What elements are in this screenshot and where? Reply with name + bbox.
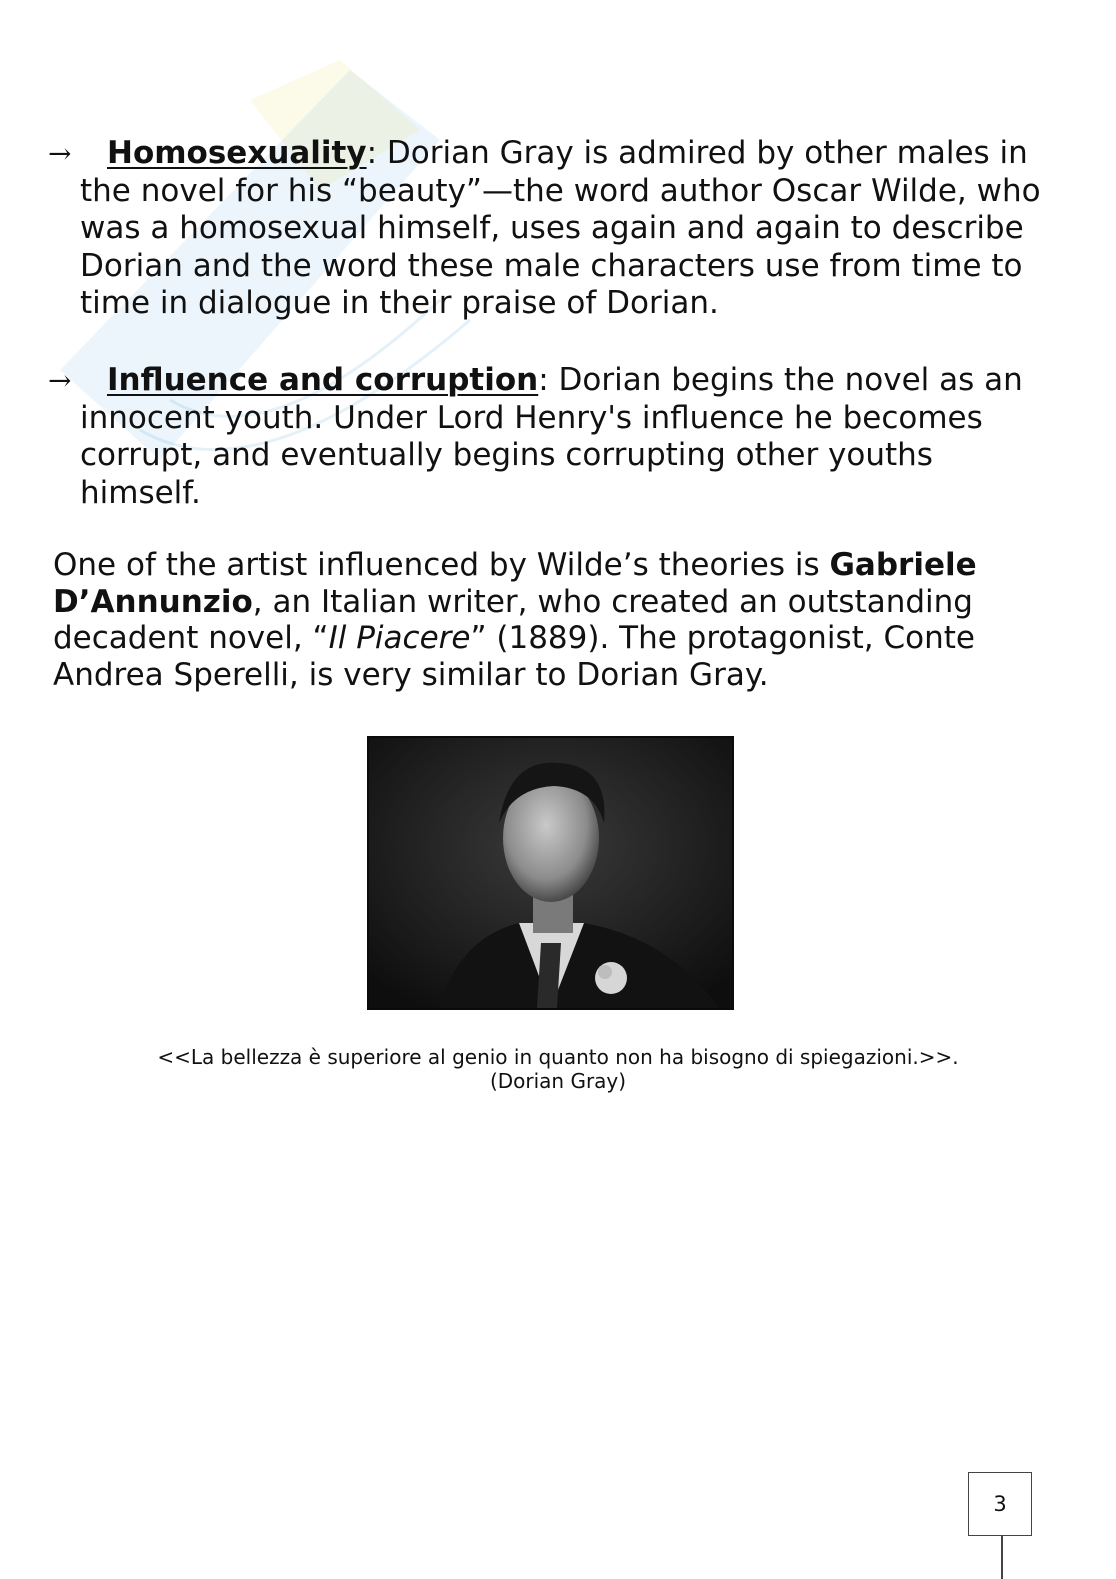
bullet-text: : Dorian begins the novel as an innocent youth. Under Lord Henry's influence he becomes corrupt, and eventually begins corrupting other youths himself. — [80, 362, 1023, 511]
bullet-homosexuality — [48, 135, 1060, 323]
bullet-term: Homosexuality — [107, 135, 367, 171]
bullet-paragraph — [80, 362, 1060, 512]
bullet-paragraph — [80, 135, 1060, 323]
arrow-icon: → — [48, 364, 72, 397]
arrow-icon: → — [48, 137, 72, 170]
intro-text-3: ” (1889). The protagonist, Conte Andrea Sperelli, is very similar to Dorian Gray. — [53, 620, 975, 693]
intro-paragraph — [53, 547, 1053, 693]
bullet-text: : Dorian Gray is admired by other males in the novel for his “beauty”—the word author Oscar Wilde, who was a homosexual himself, uses again and again to describe Dorian and the word these male characters use from time to time in dialogue in their praise of Dorian. — [80, 135, 1041, 321]
bullet-term: Influence and corruption — [107, 362, 539, 398]
page-number-line — [1001, 1536, 1003, 1579]
quote-caption: <<La bellezza è superiore al genio in quanto non ha bisogno di spiegazioni.>>. — [157, 1045, 959, 1069]
intro-text-1: One of the artist influenced by Wilde’s theories is — [53, 547, 830, 583]
novel-title: Il Piacere — [328, 620, 471, 657]
portrait-photo — [367, 736, 734, 1010]
page-number: 3 — [968, 1472, 1032, 1536]
author-name: Gabriele D’Annunzio — [53, 547, 977, 620]
intro-text-2: , an Italian writer, who created an outstanding decadent novel, “ — [53, 583, 973, 657]
bullet-influence-corruption — [48, 362, 1060, 512]
quote-attribution: (Dorian Gray) — [489, 1069, 627, 1093]
portrait-illustration — [369, 738, 732, 1008]
